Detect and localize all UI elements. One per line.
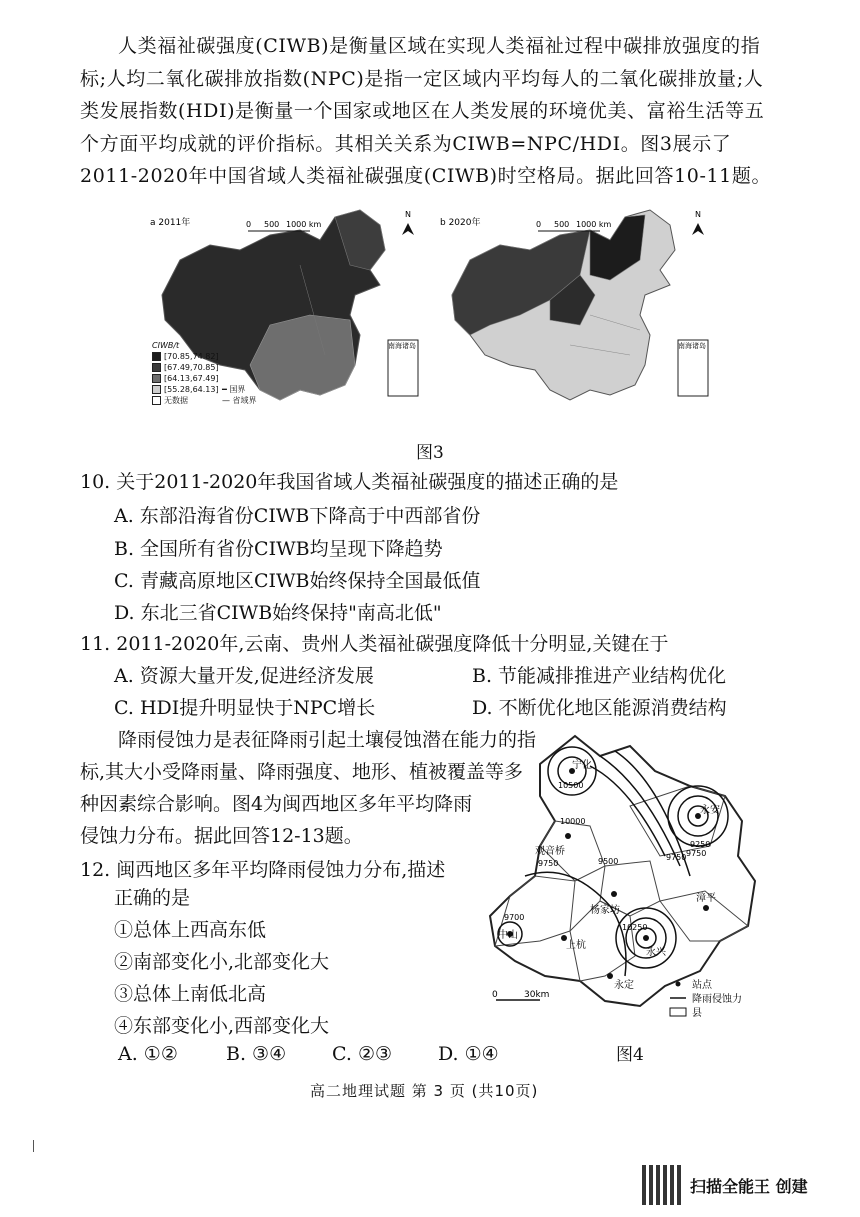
q12-item-1: ①总体上西高东低 [114,919,267,941]
q10-option-b: B. 全国所有省份CIWB均呈现下降趋势 [114,538,443,560]
boundary-province: 省域界 [232,396,257,405]
legend-swatch-5 [152,396,161,405]
qr-code-icon [642,1165,682,1205]
legend-swatch-2 [152,363,161,372]
q11-option-a: A. 资源大量开发,促进经济发展 [114,665,374,687]
q12-option-d: D. ①④ [438,1043,499,1065]
place-zhangping: 漳平 [696,893,716,904]
fig4-legend-county: 县 [692,1008,702,1019]
value-2: 10000 [560,817,586,826]
legend-item-3: [64.13,67.49] [164,374,219,383]
fig3-legend [152,340,219,406]
boundary-legend: ━ 国界 — 省域界 [222,385,257,405]
north-b: N [695,210,701,219]
inset-label-b: 南海诸岛 [678,342,706,350]
scale-a-1000: 1000 km [286,220,322,229]
place-guanyinqiao: 观音桥 [535,846,565,857]
north-a: N [405,210,411,219]
q11-option-d: D. 不断优化地区能源消费结构 [472,697,727,719]
map-a-title: a 2011年 [150,218,191,228]
north-arrow-a-icon [402,223,414,235]
inset-label-a: 南海诸岛 [388,342,416,350]
map-2020 [440,210,708,400]
value-5: 9250 [690,840,711,849]
place-ninghua: 宁化 [572,760,592,771]
scale-b-1000: 1000 km [576,220,612,229]
place-shanghang: 上杭 [566,940,586,951]
value-7: 9700 [504,913,525,922]
place-yongan: 永安 [700,805,720,816]
legend-swatch-4 [152,385,161,394]
legend-item-1: [70.85,74.82] [164,352,219,361]
intro2-line-4: 侵蚀力分布。据此回答12-13题。 [80,825,363,847]
value-3: 9750 [538,859,559,868]
q11-option-c: C. HDI提升明显快于NPC增长 [114,697,376,719]
place-zhongshan: 中山 [498,930,518,941]
intro2-line-3: 种因素综合影响。图4为闽西地区多年平均降雨 [80,793,473,815]
q11-option-b: B. 节能减排推进产业结构优化 [472,665,727,687]
region-outline [490,736,755,1006]
north-arrow-b-icon [692,223,704,235]
fig4-caption: 图4 [616,1045,644,1065]
legend-title: CIWB/t [152,341,180,350]
q11-stem: 11. 2011-2020年,云南、贵州人类福祉碳强度降低十分明显,关键在于 [80,633,669,655]
intro2-line-2: 标,其大小受降雨量、降雨强度、地形、植被覆盖等多 [80,761,524,783]
value-8: 10250 [622,923,648,932]
intro-text: 人类福祉碳强度(CIWB)是衡量区域在实现人类福祉过程中碳排放强度的指标;人均二氧化碳排放指数(NPC)是指一定区域内平均每人的二氧化碳排放量;人类发展指数(HDI)是衡量一个国家或地区在人类发展的环境优美、富裕生活等五个方面平均成就的评价指标。其相关关系为CIWB=NPC/HDI。图3展示了2011-2020年中国省域人类福祉碳强度(CIWB)时空格局。据此回答10-11题。 [80,35,772,187]
legend-item-2: [67.49,70.85] [164,363,219,372]
q12-option-a: A. ①② [118,1043,178,1065]
q10-option-a: A. 东部沿海省份CIWB下降高于中西部省份 [114,505,481,527]
place-yangjiafang: 杨家坊 [590,905,620,916]
place-yongding: 永定 [614,980,634,991]
scale-b-0: 0 [536,220,542,229]
fig4-scale-0: 0 [492,990,498,1000]
q12-stem-line-1: 12. 闽西地区多年平均降雨侵蚀力分布,描述 [80,859,446,881]
boundary-national: 国界 [229,385,246,394]
legend-item-4: [55.28,64.13] [164,385,219,394]
q10-option-d: D. 东北三省CIWB始终保持"南高北低" [114,602,442,624]
scan-artifact [33,1140,34,1152]
value-4: 9500 [598,857,619,866]
scanner-watermark: 扫描全能王 创建 [690,1177,808,1196]
legend-swatch-1 [152,352,161,361]
fig4-scale-30: 30km [524,990,550,1000]
legend-swatch-3 [152,374,161,383]
scale-a-0: 0 [246,220,252,229]
figure-4-map [480,726,770,1026]
fig3-caption: 图3 [416,443,444,463]
value-9: 9750 [686,849,707,858]
q12-option-c: C. ②③ [332,1043,393,1065]
value-6: 9750 [666,853,687,862]
q12-option-b: B. ③④ [226,1043,287,1065]
intro-paragraph [80,30,780,193]
fig4-legend-erosivity: 降雨侵蚀力 [692,994,742,1005]
q12-item-3: ③总体上南低北高 [114,983,267,1005]
scale-a-500: 500 [264,220,280,229]
q12-item-4: ④东部变化小,西部变化大 [114,1015,330,1037]
q12-stem-line-2: 正确的是 [114,887,191,909]
scale-b-500: 500 [554,220,570,229]
legend-item-5: 无数据 [164,396,188,405]
q10-option-c: C. 青藏高原地区CIWB始终保持全国最低值 [114,570,481,592]
legend-county-icon [670,1008,686,1016]
value-1: 10500 [558,781,584,790]
q12-item-2: ②南部变化小,北部变化大 [114,951,330,973]
intro2-line-1: 降雨侵蚀力是表征降雨引起土壤侵蚀潜在能力的指 [118,729,537,751]
q10-stem: 10. 关于2011-2020年我国省域人类福祉碳强度的描述正确的是 [80,471,619,493]
fig4-legend-station: 站点 [692,980,712,991]
map-b-title: b 2020年 [440,218,481,228]
page-footer: 高二地理试题 第 3 页 (共10页) [310,1082,539,1100]
legend-station-icon [676,982,681,987]
place-yongxing: 永兴 [646,947,666,958]
